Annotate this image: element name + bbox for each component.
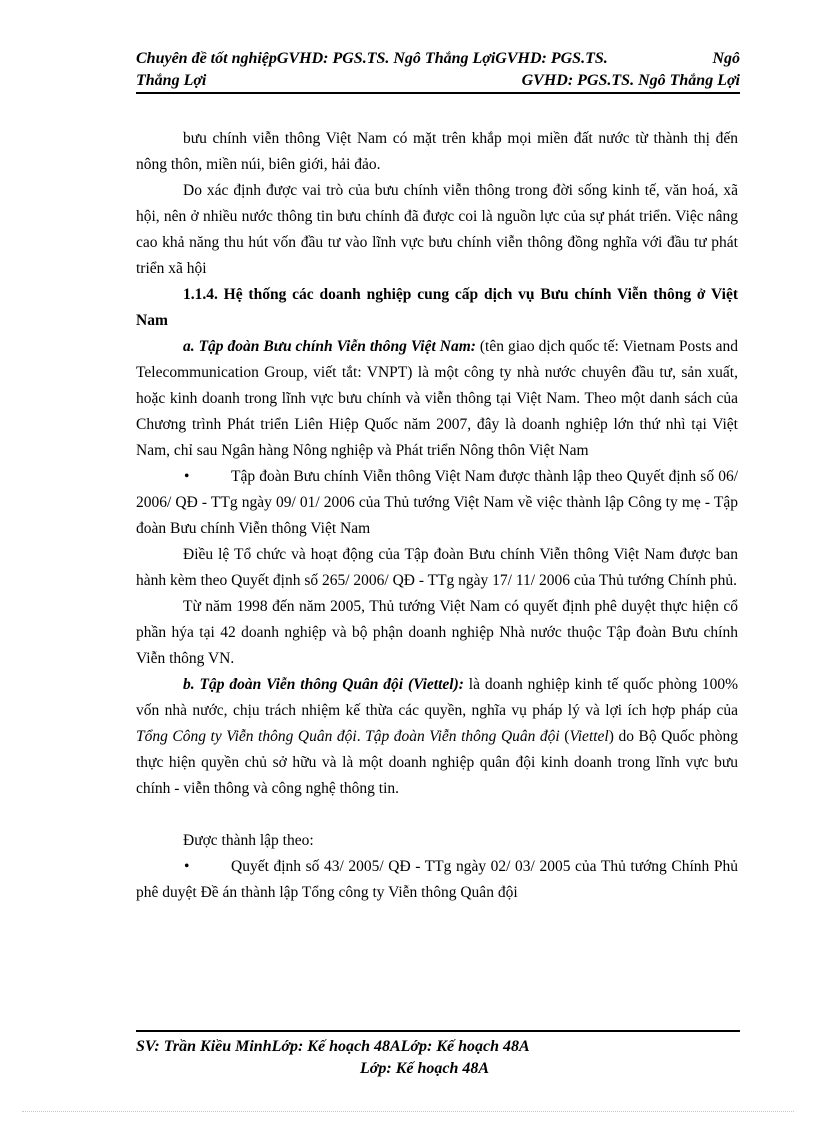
section-b-title: b. Tập đoàn Viễn thông Quân đội (Viettel): [183,676,464,693]
section-b-italic-3: Viettel [569,728,609,745]
bullet-item-2 [136,854,738,906]
section-a-text: (tên giao dịch quốc tế: Vietnam Posts and Telecommunication Group, viết tắt: VNPT) là một công ty nhà nước chuyên đầu tư, sản xuất, hoặc kinh doanh trong lĩnh vực bưu chính và viễn thông tại Việt Nam. Theo một danh sách của Chương trình Phát triển Liên Hiệp Quốc năm 2007, đây là doanh nghiệp lớn thứ nhì tại Việt Nam, chỉ sau Ngân hàng Nông nghiệp và Phát triển Nông thôn Việt Nam [136,338,739,459]
footer-line2: Lớp: Kế hoạch 48A [360,1060,490,1077]
page-footer [136,1036,740,1080]
header-line2-right: GVHD: PGS.TS. Ngô Thắng Lợi [521,72,740,89]
header-line2-left: Thắng Lợi [136,72,207,89]
section-b-text-2: . [356,728,366,745]
header-divider [136,92,740,94]
section-b-italic-2: Tập đoàn Viễn thông Quân đội [365,728,560,745]
section-b-italic-1: Tổng Công ty Viễn thông Quân đội [136,728,357,745]
document-body [136,126,738,906]
page-bottom-border [22,1111,794,1112]
paragraph-2: Do xác định được vai trò của bưu chính viễn thông trong đời sống kinh tế, văn hoá, xã hội, nên ở nhiều nước thông tin bưu chính đã được coi là nguồn lực của sự phát triển. Việc nâng cao khả năng thu hút vốn đầu tư vào lĩnh vực bưu chính viễn thông đồng nghĩa với đầu tư phát triển xã hội [136,182,738,277]
section-b-text-3: ( [559,728,570,745]
bullet-item-1 [136,464,738,542]
footer-line1: SV: Trần Kiều MinhLớp: Kế hoạch 48ALớp: Kế hoạch 48A [136,1038,530,1055]
spacer [136,802,738,828]
paragraph-5: Được thành lập theo: [183,832,314,849]
paragraph-b [136,672,738,802]
paragraph-4: Từ năm 1998 đến năm 2005, Thủ tướng Việt Nam có quyết định phê duyệt thực hiện cổ phần hýa tại 42 doanh nghiệp và bộ phận doanh nghiệp Nhà nước thuộc Tập đoàn Bưu chính Viễn thông VN. [136,598,738,667]
bullet-icon: • [184,858,190,875]
paragraph-a [136,334,738,464]
section-heading: 1.1.4. Hệ thống các doanh nghiệp cung cấp dịch vụ Bưu chính Viễn thông ở Việt Nam [136,286,738,329]
bullet-icon: • [184,468,190,485]
paragraph-3: Điều lệ Tổ chức và hoạt động của Tập đoàn Bưu chính Viễn thông Việt Nam được ban hành kèm theo Quyết định số 265/ 2006/ QĐ - TTg ngày 17/ 11/ 2006 của Thủ tướng Chính phủ. [136,546,738,589]
section-a-title: a. Tập đoàn Bưu chính Viễn thông Việt Nam: [183,338,476,355]
footer-divider [136,1030,740,1032]
section-b-text-1: là doanh nghiệp kinh tế quốc phòng 100% vốn nhà nước, chịu trách nhiệm kế thừa các quyền, nghĩa vụ pháp lý và lợi ích hợp pháp của [136,676,738,719]
bullet-item-1-text: Tập đoàn Bưu chính Viễn thông Việt Nam được thành lập theo Quyết định số 06/ 2006/ QĐ - TTg ngày 09/ 01/ 2006 của Thủ tướng Việt Nam về việc thành lập Công ty mẹ - Tập đoàn Bưu chính Viễn thông Việt Nam [136,468,738,537]
section-b-text-4: ) do Bộ Quốc phòng thực hiện quyền chủ sở hữu và là một doanh nghiệp quân đội kinh doanh trong lĩnh vực bưu chính - viễn thông và công nghệ thông tin. [136,728,738,797]
paragraph-1: bưu chính viễn thông Việt Nam có mặt trên khắp mọi miền đất nước từ thành thị đến nông thôn, miền núi, biên giới, hải đảo. [136,130,738,173]
header-line1-right: Ngô [712,50,740,67]
header-line1-left: Chuyên đề tốt nghiệpGVHD: PGS.TS. Ngô Thắng LợiGVHD: PGS.TS. [136,50,608,67]
bullet-item-2-text: Quyết định số 43/ 2005/ QĐ - TTg ngày 02/ 03/ 2005 của Thủ tướng Chính Phủ phê duyệt Đề án thành lập Tổng công ty Viễn thông Quân đội [136,858,738,901]
page-header [136,48,740,92]
